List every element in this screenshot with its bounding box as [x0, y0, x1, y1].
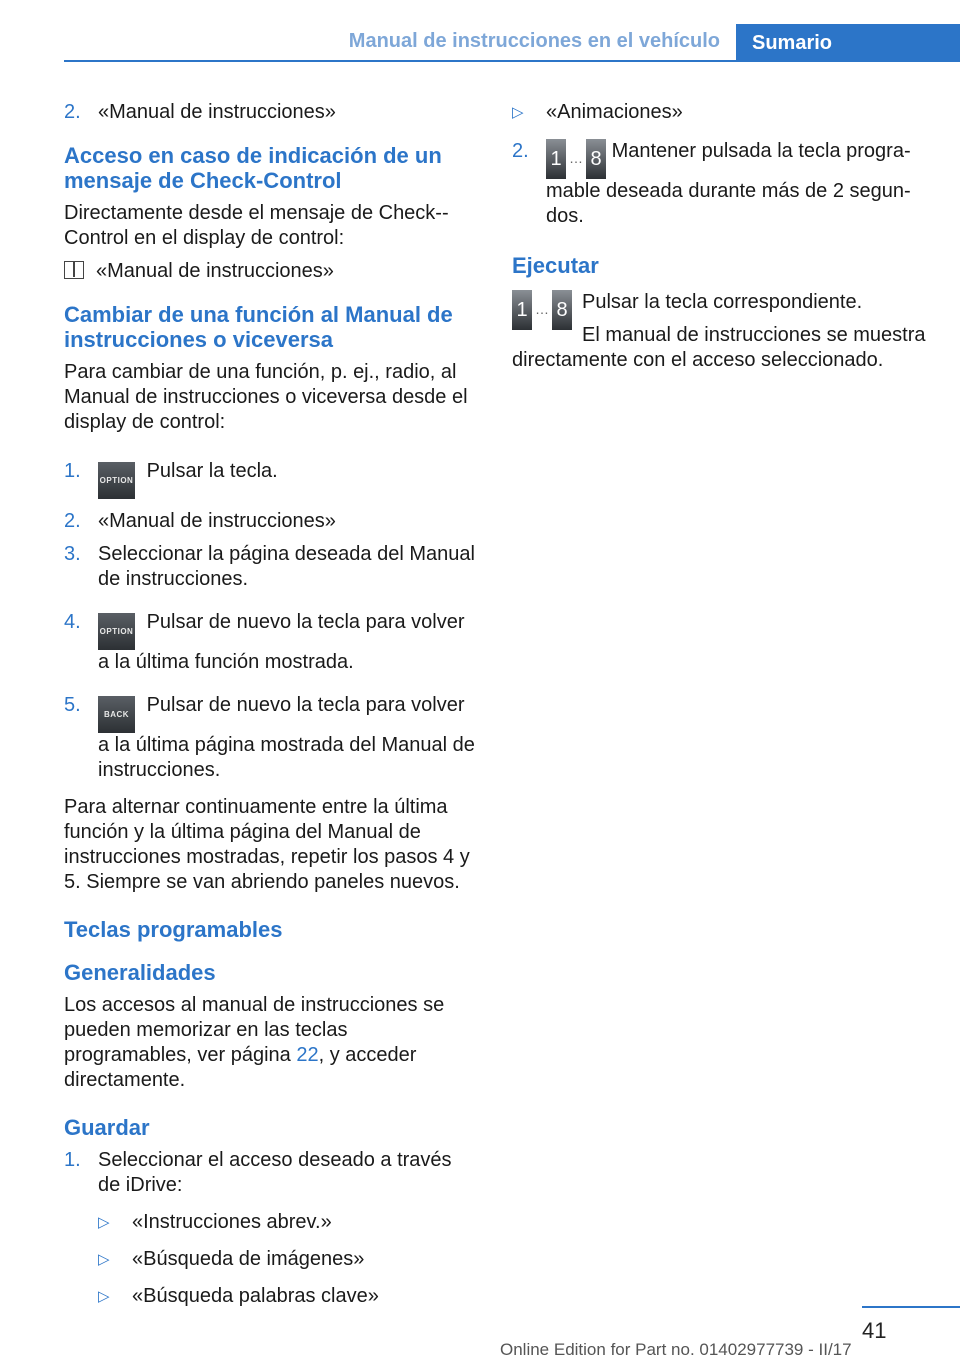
back-key-icon: BACK: [98, 696, 135, 733]
memory-key-1-icon: 1: [512, 290, 532, 330]
memory-key-8-icon: 8: [586, 139, 606, 179]
manual-book-icon: [64, 261, 84, 279]
execute-block: [512, 290, 930, 373]
memory-keys-graphic: [512, 290, 572, 330]
triangle-bullet-icon: ▷: [98, 1251, 110, 1268]
list-item: 1. Seleccionar el acceso deseado a través de iDrive:: [64, 1149, 452, 1196]
left-column: [64, 100, 478, 1317]
triangle-bullet-icon: ▷: [98, 1214, 110, 1231]
memory-key-8-icon: 8: [552, 290, 572, 330]
header-title: Manual de instrucciones en el vehículo: [348, 30, 720, 52]
paragraph: Los accesos al manual de instrucciones se pueden memorizar en las teclas programables, ver página 22, y acceder directamente.: [64, 994, 445, 1091]
section-heading-save: Guardar: [64, 1115, 150, 1140]
list-item: 1. OPTION Pulsar la tecla.: [64, 459, 478, 499]
list-item: 5. BACK Pulsar de nuevo la tecla para volver a la última página mostrada del Manual de instrucciones.: [64, 694, 475, 781]
list-item: 2. «Manual de instrucciones»: [64, 510, 336, 532]
header-tab-sumario[interactable]: Sumario: [736, 24, 960, 62]
section-heading-check-control: Acceso en caso de indicación de un mensaje de Check-Control: [64, 143, 442, 193]
ellipsis: …: [569, 150, 583, 166]
step-text: «Manual de instrucciones»: [98, 101, 336, 123]
step-number: 2.: [64, 101, 81, 123]
footer-rule: [862, 1306, 960, 1308]
list-item: 2. 1 … 8 Mantener pulsada la tecla progra-mable deseada durante más de 2 segun-dos.: [512, 140, 911, 227]
triangle-bullet-icon: ▷: [98, 1288, 110, 1305]
list-item: 4. OPTION Pulsar de nuevo la tecla para volver a la última función mostrada.: [64, 611, 465, 673]
page-link[interactable]: 22: [296, 1044, 319, 1066]
ellipsis: …: [535, 301, 549, 317]
option-key-icon: OPTION: [98, 613, 135, 650]
bullet-item: ▷ «Animaciones»: [512, 101, 683, 123]
bullet-item: ▷ «Búsqueda de imágenes»: [98, 1248, 365, 1270]
header-rule: [64, 60, 960, 62]
paragraph: Para alternar continuamente entre la última función y la última página del Manual de instrucciones mostradas, repetir los pasos 4 y 5. Siempre se van abriendo paneles nuevos.: [64, 796, 470, 893]
section-heading-general: Generalidades: [64, 960, 216, 985]
list-item: 3. Seleccionar la página deseada del Manual de instrucciones.: [64, 543, 475, 590]
paragraph: Pulsar la tecla correspondiente.: [582, 291, 863, 313]
list-item: [64, 100, 478, 125]
page-number: 41: [862, 1318, 887, 1343]
paragraph: El manual de instrucciones se muestra directamente con el acceso seleccionado.: [512, 324, 926, 371]
section-heading-switch: Cambiar de una función al Manual de instrucciones o viceversa: [64, 302, 453, 352]
paragraph: Directamente desde el mensaje de Check--Control en el display de control:: [64, 202, 449, 249]
paragraph: Para cambiar de una función, p. ej., radio, al Manual de instrucciones o viceversa desde el display de control:: [64, 361, 468, 433]
bullet-item: ▷ «Búsqueda palabras clave»: [98, 1285, 379, 1307]
bullet-item: ▷ «Instrucciones abrev.»: [98, 1211, 332, 1233]
section-heading-execute: Ejecutar: [512, 253, 599, 278]
triangle-bullet-icon: ▷: [512, 104, 524, 121]
section-heading-programmable-keys: Teclas programables: [64, 917, 283, 942]
edition-footer: Online Edition for Part no. 01402977739 - II/17: [500, 1340, 852, 1359]
right-column: [512, 100, 930, 381]
memory-key-1-icon: 1: [546, 139, 566, 179]
check-control-menu-item: «Manual de instrucciones»: [64, 259, 478, 284]
option-key-icon: OPTION: [98, 462, 135, 499]
